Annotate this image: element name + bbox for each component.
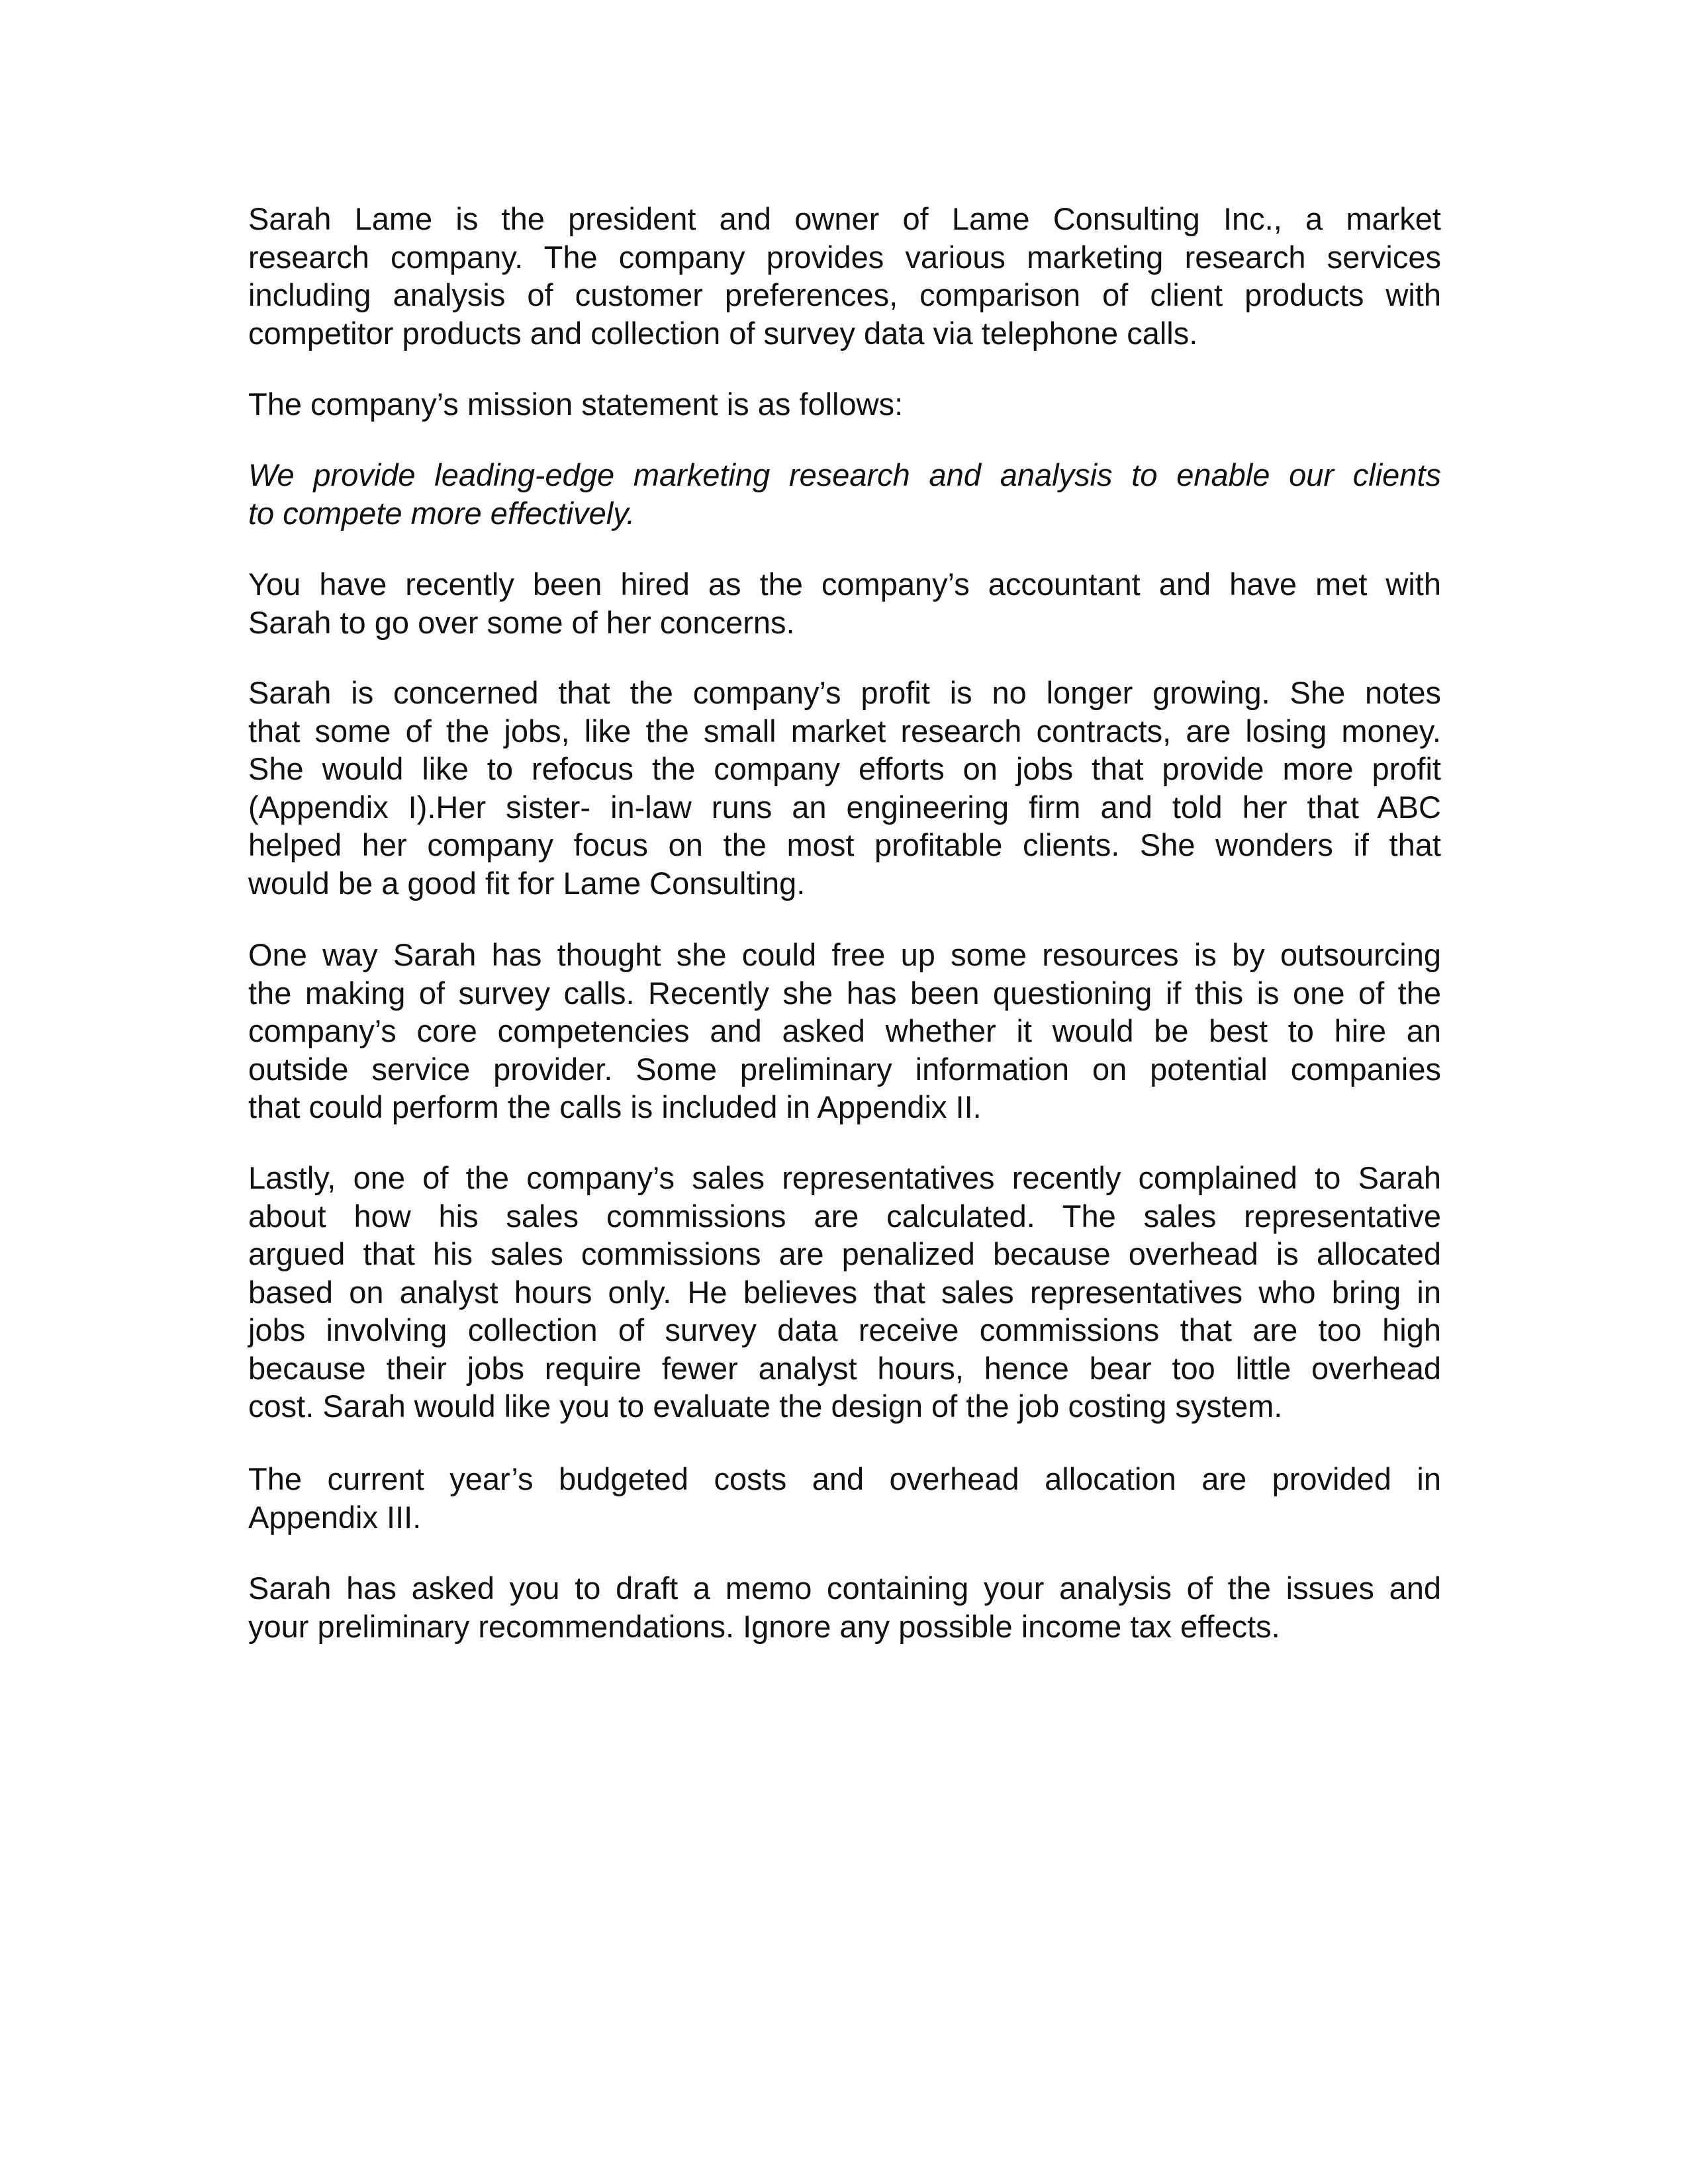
text-line: your preliminary recommendations. Ignore any possible income tax effects.	[248, 1608, 1280, 1644]
paragraph	[248, 200, 1441, 352]
text-line: Sarah Lame is the president and owner of Lame Consulting Inc., a market	[248, 201, 1441, 236]
text-line: You have recently been hired as the company’s accountant and have met with	[248, 567, 1441, 602]
text-line: that could perform the calls is included in Appendix II.	[248, 1089, 982, 1124]
mission-statement	[248, 456, 1441, 532]
paragraph	[248, 936, 1441, 1126]
text-line: that some of the jobs, like the small market research contracts, are losing money.	[248, 713, 1441, 749]
text-line: about how his sales commissions are calculated. The sales representative	[248, 1198, 1441, 1234]
text-line: outside service provider. Some preliminary information on potential companies	[248, 1051, 1441, 1087]
paragraph	[248, 1159, 1441, 1426]
text-line: (Appendix I).Her sister- in-law runs an engineering firm and told her that ABC	[248, 789, 1441, 825]
text-line: argued that his sales commissions are penalized because overhead is allocated	[248, 1236, 1441, 1271]
text-line: competitor products and collection of survey data via telephone calls.	[248, 315, 1198, 351]
text-line: including analysis of customer preferences, comparison of client products with	[248, 277, 1441, 312]
text-line: jobs involving collection of survey data receive commissions that are too high	[248, 1312, 1441, 1347]
text-line: cost. Sarah would like you to evaluate the design of the job costing system.	[248, 1388, 1283, 1424]
text-line: Appendix III.	[248, 1499, 422, 1535]
text-line: The current year’s budgeted costs and overhead allocation are provided in	[248, 1461, 1441, 1496]
text-line: company’s core competencies and asked whether it would be best to hire an	[248, 1013, 1441, 1048]
paragraph	[248, 1460, 1441, 1536]
text-line: Sarah has asked you to draft a memo containing your analysis of the issues and	[248, 1570, 1441, 1606]
paragraph	[248, 565, 1441, 641]
text-line: research company. The company provides various marketing research services	[248, 239, 1441, 275]
text-line: One way Sarah has thought she could free up some resources is by outsourcing	[248, 937, 1441, 972]
text-line: She would like to refocus the company efforts on jobs that provide more profit	[248, 751, 1441, 786]
text-line: Sarah to go over some of her concerns.	[248, 604, 795, 640]
text-line: based on analyst hours only. He believes that sales representatives who bring in	[248, 1274, 1441, 1310]
text-line: The company’s mission statement is as follows:	[248, 387, 904, 422]
text-line: We provide leading-edge marketing research and analysis to enable our clients	[248, 457, 1441, 492]
paragraph	[248, 674, 1441, 902]
text-line: helped her company focus on the most profitable clients. She wonders if that	[248, 827, 1441, 862]
text-line: Lastly, one of the company’s sales representatives recently complained to Sarah	[248, 1160, 1441, 1195]
text-line: to compete more effectively.	[248, 495, 635, 531]
text-line: the making of survey calls. Recently she has been questioning if this is one of the	[248, 975, 1441, 1011]
text-line: would be a good fit for Lame Consulting.	[248, 865, 806, 901]
paragraph	[248, 385, 1441, 424]
text-line: because their jobs require fewer analyst hours, hence bear too little overhead	[248, 1350, 1441, 1386]
paragraph	[248, 1569, 1441, 1645]
text-line: Sarah is concerned that the company’s profit is no longer growing. She notes	[248, 675, 1441, 710]
